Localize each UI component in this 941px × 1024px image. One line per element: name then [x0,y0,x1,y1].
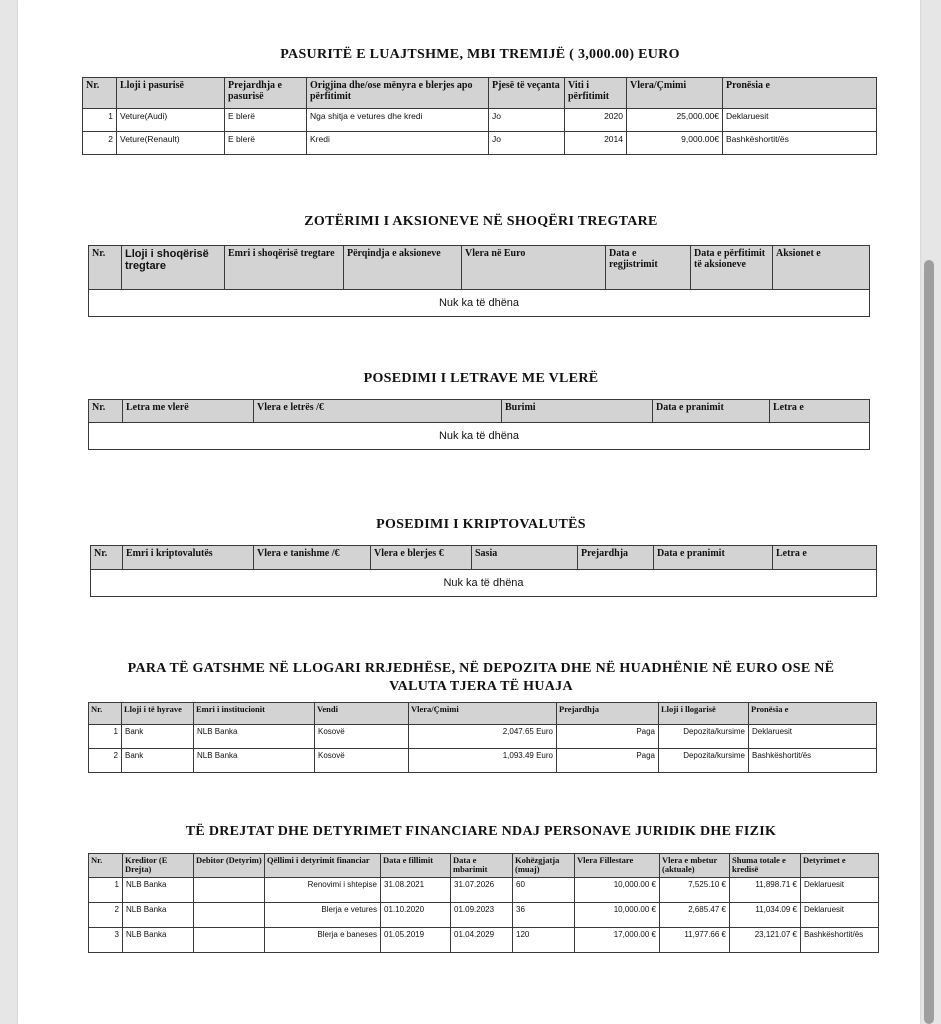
col-header: Letra e [773,546,877,570]
cell-initial-value: 10,000.00 € [575,878,660,903]
col-header: Aksionet e [773,246,870,290]
cell-obligations: Bashkëshortit/ës [801,928,879,953]
empty-message: Nuk ka të dhëna [89,423,870,450]
section-title-cash-line1: PARA TË GATSHME NË LLOGARI RRJEDHËSE, NË DEPOZITA DHE NË HUADHËNIE NË EURO OSE NË [127,661,835,676]
col-header: Nr. [89,703,122,725]
debts-table [88,853,879,953]
cell-remaining-value: 2,685.47 € [660,903,730,928]
cell-obligations: Deklaruesit [801,903,879,928]
section-title-cash [88,660,874,696]
col-header: Kohëzgjatja (muaj) [513,854,575,878]
cell-duration: 60 [513,878,575,903]
cell-start-date: 01.05.2019 [381,928,451,953]
table-row [89,749,877,773]
table-row [89,928,879,953]
cell-acquisition: Kredi [307,132,489,155]
cell-origin: Paga [557,725,659,749]
cell-start-date: 31.08.2021 [381,878,451,903]
cell-country: Kosovë [315,725,409,749]
section-title-movable-assets: PASURITË E LUAJTSHME, MBI TREMIJË ( 3,000.00) EURO [280,47,680,62]
section-title-securities: POSEDIMI I LETRAVE ME VLERË [363,371,599,386]
col-header: Emri i institucionit [194,703,315,725]
cell-duration: 36 [513,903,575,928]
cell-nr: 1 [89,725,122,749]
col-header: Nr. [83,78,117,109]
col-header: Debitor (Detyrim) [194,854,265,878]
cell-start-date: 01.10.2020 [381,903,451,928]
cell-owner: Bashkëshortit/ës [723,132,877,155]
securities-table [88,399,870,450]
col-header: Data e përfitimit të aksioneve [691,246,773,290]
col-header: Vlera/Çmimi [409,703,557,725]
cell-origin: Paga [557,749,659,773]
cell-income-type: Bank [122,725,194,749]
col-header: Nr. [89,400,123,423]
cell-total-credit: 11,898.71 € [730,878,801,903]
cell-value: 2,047.65 Euro [409,725,557,749]
cell-nr: 3 [89,928,123,953]
cell-value: 1,093.49 Euro [409,749,557,773]
col-header: Lloji i të hyrave [122,703,194,725]
col-header: Emri i kriptovalutës [123,546,254,570]
col-header: Vlera Fillestare [575,854,660,878]
col-header: Origjina dhe/ose mënyra e blerjes apo përfitimit [307,78,489,109]
cell-debtor [194,878,265,903]
cell-duration: 120 [513,928,575,953]
cell-parts: Jo [489,132,565,155]
cell-account-type: Depozita/kursime [659,749,749,773]
cell-purpose: Renovimi i shtepise [265,878,381,903]
section-title-debts: TË DREJTAT DHE DETYRIMET FINANCIARE NDAJ PERSONAVE JURIDIK DHE FIZIK [185,824,777,839]
col-header: Vendi [315,703,409,725]
cell-institution: NLB Banka [194,749,315,773]
col-header: Data e pranimit [653,400,770,423]
scrollbar[interactable] [924,260,934,1024]
empty-message: Nuk ka të dhëna [91,570,877,597]
cell-creditor: NLB Banka [123,928,194,953]
cell-purpose: Blerja e vetures [265,903,381,928]
col-header: Prejardhja [557,703,659,725]
cell-debtor [194,928,265,953]
cell-parts: Jo [489,109,565,132]
cell-country: Kosovë [315,749,409,773]
col-header: Vlera në Euro [462,246,606,290]
col-header: Pronësia e [749,703,877,725]
cell-total-credit: 23,121.07 € [730,928,801,953]
cell-owner: Deklaruesit [749,725,877,749]
cell-total-credit: 11,034.09 € [730,903,801,928]
col-header: Sasia [472,546,578,570]
cell-debtor [194,903,265,928]
col-header: Lloji i llogarisë [659,703,749,725]
cell-creditor: NLB Banka [123,878,194,903]
cell-nr: 2 [89,903,123,928]
col-header: Prejardhja [578,546,654,570]
col-header: Nr. [89,246,122,290]
shares-table [88,245,870,317]
empty-message: Nuk ka të dhëna [89,290,870,317]
cell-owner: Bashkëshortit/ës [749,749,877,773]
col-header: Burimi [502,400,653,423]
col-header: Vlera/Çmimi [627,78,723,109]
cell-end-date: 31.07.2026 [451,878,513,903]
cell-creditor: NLB Banka [123,903,194,928]
col-header: Vlera e letrës /€ [254,400,502,423]
table-row [83,109,877,132]
col-header: Lloji i shoqërisë tregtare [122,246,225,290]
cell-year: 2020 [565,109,627,132]
col-header: Vlera e blerjes € [371,546,472,570]
col-header: Prejardhja e pasurisë [225,78,307,109]
cell-owner: Deklaruesit [723,109,877,132]
col-header: Data e pranimit [654,546,773,570]
table-row [89,878,879,903]
cell-initial-value: 10,000.00 € [575,903,660,928]
cell-asset-type: Veture(Renault) [117,132,225,155]
cell-remaining-value: 7,525.10 € [660,878,730,903]
cell-asset-type: Veture(Audi) [117,109,225,132]
cell-value: 25,000.00€ [627,109,723,132]
cell-nr: 1 [89,878,123,903]
section-title-crypto: POSEDIMI I KRIPTOVALUTËS [376,517,586,532]
table-row [83,132,877,155]
col-header: Letra me vlerë [123,400,254,423]
cell-origin: E blerë [225,132,307,155]
col-header: Vlera e mbetur (aktuale) [660,854,730,878]
col-header: Letra e [770,400,870,423]
col-header: Pjesë të veçanta [489,78,565,109]
cell-income-type: Bank [122,749,194,773]
cell-remaining-value: 11,977.66 € [660,928,730,953]
col-header: Data e regjistrimit [606,246,691,290]
cell-end-date: 01.09.2023 [451,903,513,928]
table-row [89,725,877,749]
cell-account-type: Depozita/kursime [659,725,749,749]
cell-year: 2014 [565,132,627,155]
cell-purpose: Blerja e baneses [265,928,381,953]
cell-nr: 2 [83,132,117,155]
cell-obligations: Deklaruesit [801,878,879,903]
cash-table [88,702,877,773]
col-header: Data e fillimit [381,854,451,878]
col-header: Emri i shoqërisë tregtare [225,246,344,290]
col-header: Lloji i pasurisë [117,78,225,109]
crypto-table [90,545,877,597]
cell-nr: 1 [83,109,117,132]
col-header: Vlera e tanishme /€ [254,546,371,570]
col-header: Kreditor (E Drejta) [123,854,194,878]
cell-acquisition: Nga shitja e vetures dhe kredi [307,109,489,132]
table-row [89,903,879,928]
section-title-shares: ZOTËRIMI I AKSIONEVE NË SHOQËRI TREGTARE [304,214,658,229]
col-header: Qëllimi i detyrimit financiar [265,854,381,878]
col-header: Data e mbarimit [451,854,513,878]
cell-value: 9,000.00€ [627,132,723,155]
col-header: Viti i përfitimit [565,78,627,109]
col-header: Detyrimet e [801,854,879,878]
cell-end-date: 01.04.2029 [451,928,513,953]
col-header: Nr. [89,854,123,878]
col-header: Përqindja e aksioneve [344,246,462,290]
cell-institution: NLB Banka [194,725,315,749]
cell-initial-value: 17,000.00 € [575,928,660,953]
cell-nr: 2 [89,749,122,773]
col-header: Shuma totale e kredisë [730,854,801,878]
cell-origin: E blerë [225,109,307,132]
col-header: Pronësia e [723,78,877,109]
section-title-cash-line2: VALUTA TJERA TË HUAJA [389,679,573,694]
movable-assets-table [82,77,877,155]
col-header: Nr. [91,546,123,570]
